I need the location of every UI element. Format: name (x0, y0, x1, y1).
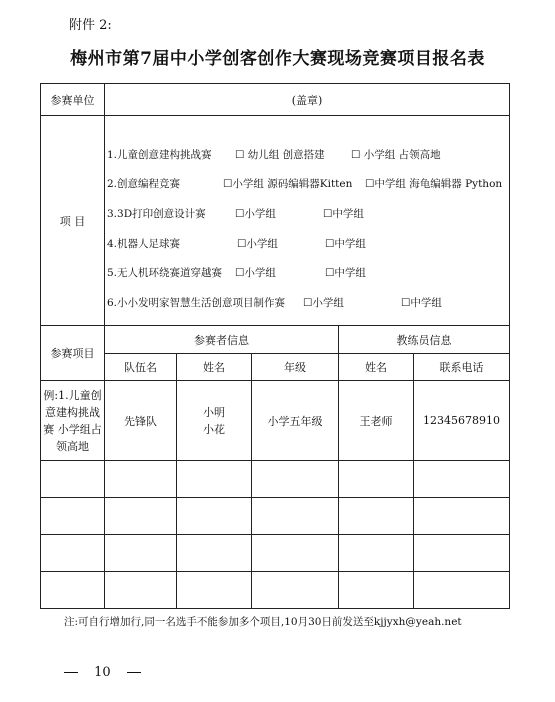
project-option-4[interactable] (107, 230, 509, 260)
blank-cell[interactable] (252, 498, 339, 535)
blank-cell[interactable] (105, 535, 177, 572)
projects-label: 项 目 (41, 116, 105, 326)
blank-cell[interactable] (177, 535, 252, 572)
page-number-value: 10 (94, 665, 111, 680)
blank-cell[interactable] (339, 572, 414, 609)
group-header-row (41, 326, 510, 354)
unit-stamp-cell[interactable]: (盖章) (105, 84, 510, 116)
blank-cell[interactable] (41, 461, 105, 498)
unit-label: 参赛单位 (41, 84, 105, 116)
grade-header: 年级 (252, 354, 339, 381)
example-project: 例:1.儿童创意建构挑战赛 小学组占领高地 (41, 381, 105, 461)
project-name: 1.儿童创意建构挑战赛 (107, 148, 212, 161)
project-option-5[interactable] (107, 259, 509, 289)
example-names (177, 381, 252, 461)
blank-cell[interactable] (414, 535, 510, 572)
example-team: 先锋队 (105, 381, 177, 461)
option-checkbox[interactable]: ☐ 小学组 占领高地 (351, 148, 441, 161)
column-header-row (41, 354, 510, 381)
option-checkbox[interactable]: ☐中学组 海龟编辑器 Python (365, 178, 503, 191)
example-name: 小花 (203, 422, 225, 436)
projects-row (41, 116, 510, 326)
option-checkbox[interactable]: ☐小学组 (303, 296, 344, 309)
option-checkbox[interactable]: ☐小学组 (235, 207, 276, 220)
unit-row (41, 84, 510, 116)
blank-cell[interactable] (41, 498, 105, 535)
attachment-label: 附件 2: (69, 18, 112, 33)
option-checkbox[interactable]: ☐中学组 (325, 267, 366, 280)
project-name: 6.小小发明家智慧生活创意项目制作赛 (107, 296, 286, 309)
blank-cell[interactable] (414, 498, 510, 535)
page-number (64, 665, 141, 680)
blank-entry-row (41, 498, 510, 535)
option-checkbox[interactable]: ☐小学组 (237, 237, 278, 250)
coach-name-header: 姓名 (339, 354, 414, 381)
project-name: 4.机器人足球赛 (107, 237, 181, 250)
option-checkbox[interactable]: ☐小学组 (235, 267, 276, 280)
option-checkbox[interactable]: ☐ 幼儿组 创意搭建 (235, 148, 325, 161)
blank-cell[interactable] (252, 535, 339, 572)
blank-cell[interactable] (252, 572, 339, 609)
option-checkbox[interactable]: ☐中学组 (401, 296, 442, 309)
dash-right (127, 672, 141, 673)
project-option-6[interactable] (107, 289, 509, 319)
blank-cell[interactable] (177, 572, 252, 609)
example-phone: 12345678910 (414, 381, 510, 461)
blank-cell[interactable] (105, 572, 177, 609)
project-name: 5.无人机环绕赛道穿越赛 (107, 267, 223, 280)
project-option-3[interactable] (107, 200, 509, 230)
footnote: 注:可自行增加行,同一名选手不能参加多个项目,10月30日前发送至kjjyxh@yeah.net (64, 616, 462, 628)
participant-name-header: 姓名 (177, 354, 252, 381)
blank-cell[interactable] (414, 461, 510, 498)
blank-cell[interactable] (41, 535, 105, 572)
blank-cell[interactable] (339, 498, 414, 535)
blank-cell[interactable] (339, 461, 414, 498)
project-column-header: 参赛项目 (41, 326, 105, 381)
blank-cell[interactable] (252, 461, 339, 498)
blank-entry-row (41, 535, 510, 572)
blank-cell[interactable] (177, 498, 252, 535)
example-coach: 王老师 (339, 381, 414, 461)
project-option-1[interactable] (107, 141, 509, 171)
example-grade: 小学五年级 (252, 381, 339, 461)
blank-cell[interactable] (41, 572, 105, 609)
registration-table (40, 83, 510, 609)
participant-info-header: 参赛者信息 (105, 326, 339, 354)
blank-cell[interactable] (339, 535, 414, 572)
project-name: 2.创意编程竞赛 (107, 178, 181, 191)
phone-header: 联系电话 (414, 354, 510, 381)
blank-entry-row (41, 572, 510, 609)
blank-cell[interactable] (414, 572, 510, 609)
project-name: 3.3D打印创意设计赛 (107, 207, 206, 220)
dash-left (64, 672, 78, 673)
team-name-header: 队伍名 (105, 354, 177, 381)
blank-cell[interactable] (105, 461, 177, 498)
option-checkbox[interactable]: ☐小学组 源码编辑器Kitten (223, 178, 353, 191)
option-checkbox[interactable]: ☐中学组 (323, 207, 364, 220)
blank-cell[interactable] (105, 498, 177, 535)
example-name: 小明 (203, 405, 225, 419)
blank-entry-row (41, 461, 510, 498)
form-title: 梅州市第7届中小学创客创作大赛现场竞赛项目报名表 (70, 49, 485, 69)
projects-list (105, 116, 510, 326)
blank-cell[interactable] (177, 461, 252, 498)
example-row (41, 381, 510, 461)
coach-info-header: 教练员信息 (339, 326, 510, 354)
project-option-2[interactable] (107, 170, 509, 200)
option-checkbox[interactable]: ☐中学组 (325, 237, 366, 250)
